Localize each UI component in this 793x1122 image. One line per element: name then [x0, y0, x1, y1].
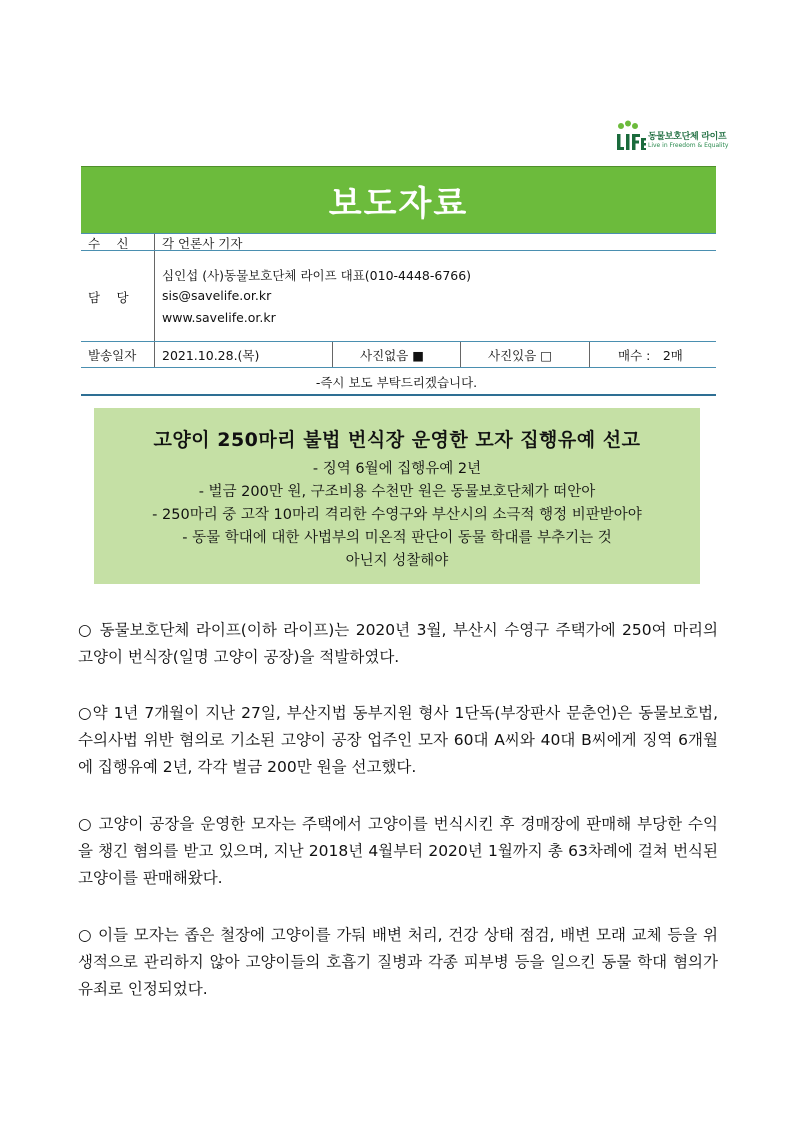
logo-tagline: Live in Freedom & Equality: [648, 142, 729, 149]
table-divider: [81, 394, 716, 396]
table-divider: [81, 367, 716, 368]
column-divider: [154, 234, 155, 250]
with-photo-checkbox: 사진있음 □: [488, 348, 553, 363]
summary-line: - 동물 학대에 대한 사법부의 미온적 판단이 동물 학대를 부추기는 것: [182, 530, 612, 546]
recipient-value: 각 언론사 기자: [162, 236, 243, 251]
contact-label: 담 당: [88, 290, 129, 305]
summary-line: 아닌지 성찰해야: [345, 553, 449, 569]
no-photo-checkbox: 사진없음 ■: [360, 348, 425, 363]
body-paragraph: ○ 이들 모자는 좁은 철장에 고양이를 가둬 배변 처리, 건강 상태 점검, 배변 모래 교체 등을 위생적으로 관리하지 않아 고양이들의 호흡기 질병과 각종 피부병 등을 일으킨 동물 학대 혐의가 유죄로 인정되었다.: [78, 926, 718, 998]
headline: 고양이 250마리 불법 번식장 운영한 모자 집행유예 선고: [153, 429, 641, 451]
body-paragraph: ○ 고양이 공장을 운영한 모자는 주택에서 고양이를 번식시킨 후 경매장에 판매해 부당한 수익을 챙긴 혐의를 받고 있으며, 지난 2018년 4월부터 2020년 1월까지 총 63차례에 걸쳐 번식된 고양이를 판매해왔다.: [78, 815, 718, 887]
body-paragraph: ○ 동물보호단체 라이프(이하 라이프)는 2020년 3월, 부산시 수영구 주택가에 250여 마리의 고양이 번식장(일명 고양이 공장)을 적발하였다.: [78, 621, 718, 666]
recipient-label: 수 신: [88, 236, 129, 251]
contact-website[interactable]: www.savelife.or.kr: [162, 310, 276, 325]
body-paragraph: ○약 1년 7개월이 지난 27일, 부산지법 동부지원 형사 1단독(부장판사 문춘언)은 동물보호법, 수의사법 위반 혐의로 기소된 고양이 공장 업주인 모자 60대 A씨와 40대 B씨에게 징역 6개월에 집행유예 2년, 각각 벌금 200만 원을 선고했다.: [78, 704, 718, 776]
press-release-header: [81, 166, 716, 233]
summary-line: - 벌금 200만 원, 구조비용 수천만 원은 동물보호단체가 떠안아: [198, 484, 596, 500]
organization-logo: [612, 120, 737, 154]
contact-email[interactable]: sis@savelife.or.kr: [162, 288, 272, 303]
column-divider: [589, 342, 590, 367]
column-divider: [154, 342, 155, 367]
logo-name: 동물보호단체 라이프: [648, 132, 727, 142]
table-divider: [81, 341, 716, 342]
page-count: 매수 : 2매: [618, 348, 683, 363]
dispatch-date-label: 발송일자: [88, 348, 137, 363]
page-title: 보도자료: [328, 183, 469, 224]
contact-name: 심인섭 (사)동물보호단체 라이프 대표(010-4448-6766): [162, 268, 472, 283]
summary-line: - 징역 6월에 집행유예 2년: [312, 461, 482, 477]
summary-box: [94, 408, 700, 584]
paw-logo-icon: [612, 120, 650, 154]
release-note: -즉시 보도 부탁드리겠습니다.: [315, 375, 478, 390]
column-divider: [154, 251, 155, 341]
summary-line: - 250마리 중 고작 10마리 격리한 수영구와 부산시의 소극적 행정 비판받아야: [152, 507, 642, 523]
column-divider: [332, 342, 333, 367]
column-divider: [460, 342, 461, 367]
dispatch-date-value: 2021.10.28.(목): [162, 348, 260, 363]
